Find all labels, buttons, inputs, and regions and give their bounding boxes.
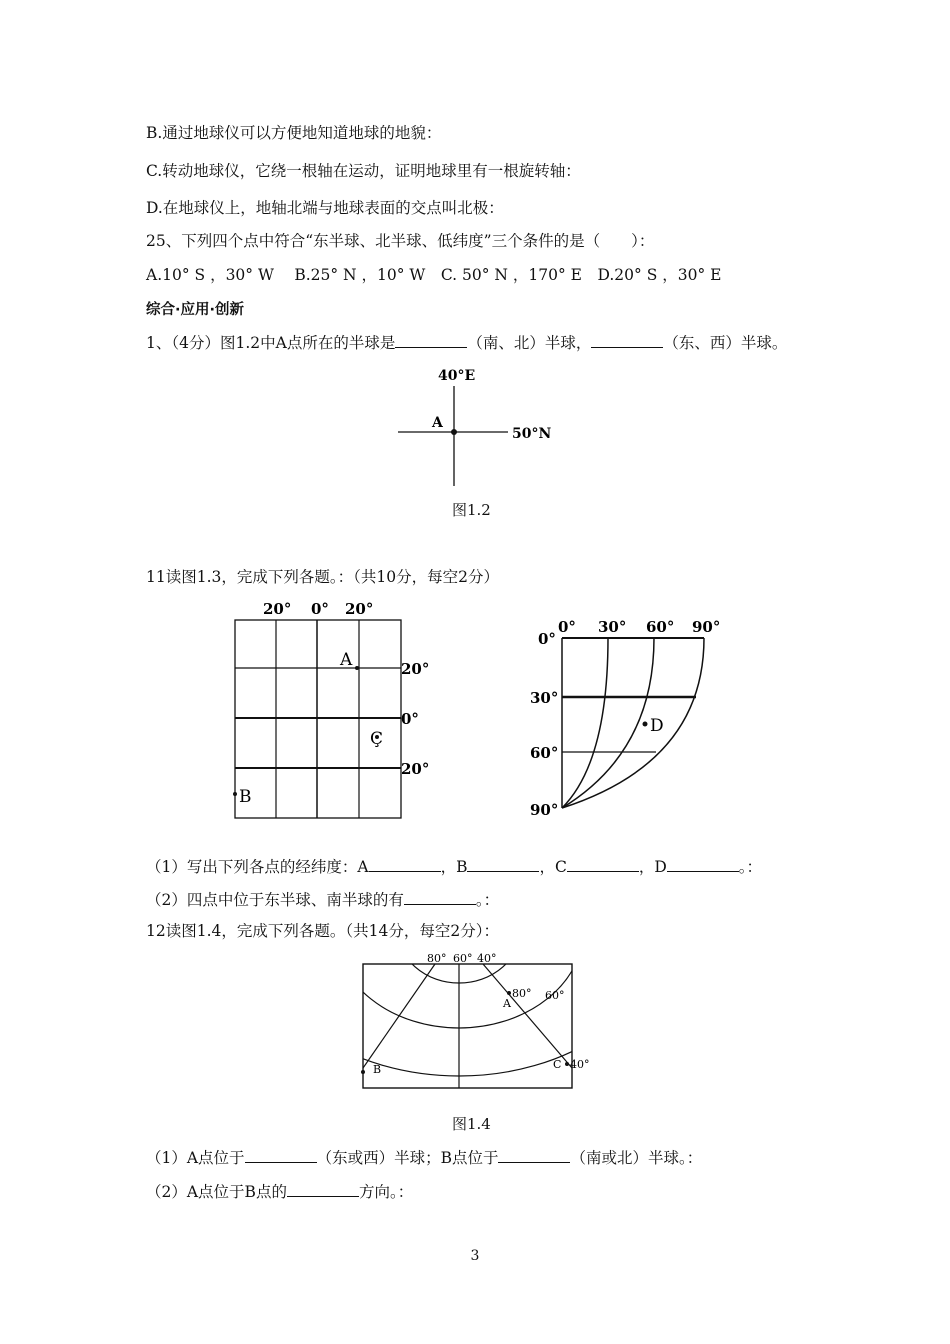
figure-1-4 — [355, 948, 590, 1093]
q12-sub2-b: 方向。： — [358, 1183, 414, 1201]
section-title: 综合·应用·创新 — [146, 302, 245, 318]
q12-sub1-b: （东或西）半球；B点位于 — [316, 1149, 499, 1167]
fig13b-left-label: 90° — [530, 801, 559, 819]
fig13a-top-label: 20° — [345, 600, 374, 618]
question-12-sub1 — [146, 1146, 702, 1169]
q11-sub1-e: 。： — [738, 858, 763, 876]
fig13a-right-label: 20° — [401, 660, 430, 678]
question-1-part1: 1、（4分）图1.2中A点所在的半球是 — [146, 334, 396, 352]
q12-sub1-c: （南或北）半球。： — [570, 1149, 703, 1167]
page-number: 3 — [470, 1248, 480, 1264]
fig14-top-label: 80° — [427, 952, 447, 965]
answer-blank — [404, 888, 476, 905]
fig13a-right-label: 0° — [401, 710, 419, 728]
fig13b-top-label: 60° — [646, 618, 675, 636]
fig13b-point-d: D — [650, 716, 664, 736]
fig13a-point-a: A — [340, 650, 353, 670]
fig13b-top-label: 30° — [598, 618, 627, 636]
q12-sub1-a: （1）A点位于 — [146, 1149, 245, 1167]
question-11-title: 11读图1.3，完成下列各题。：（共10分，每空2分） — [146, 568, 499, 586]
q12-sub2-a: （2）A点位于B点的 — [146, 1183, 287, 1201]
option-d-text: D.在地球仪上，地轴北端与地球表面的交点叫北极： — [146, 199, 504, 217]
fig13a-point-c: Ç — [370, 729, 384, 749]
fig12-point-a — [451, 429, 457, 435]
question-12-sub2 — [146, 1180, 413, 1203]
fig13b-top-label: 0° — [558, 618, 576, 636]
fig14-point-c: C — [553, 1058, 562, 1071]
fig13a-point-b: B — [239, 787, 252, 807]
fig13a-top-label: 0° — [311, 600, 329, 618]
fig14-top-label: 60° — [453, 952, 473, 965]
figure-1-2 — [390, 358, 570, 493]
fig12-point-label: A — [432, 415, 443, 431]
option-c-text: C.转动地球仪，它绕一根轴在运动，证明地球里有一根旋转轴： — [146, 162, 581, 180]
fig13b-top-label: 90° — [692, 618, 721, 636]
answer-blank — [591, 331, 663, 348]
q11-sub1-c: ，C — [539, 858, 567, 876]
question-12-title: 12读图1.4，完成下列各题。（共14分，每空2分）： — [146, 922, 499, 940]
q11-sub2-b: 。： — [475, 891, 500, 909]
answer-blank — [667, 855, 739, 872]
q11-sub2-a: （2）四点中位于东半球、南半球的有 — [146, 891, 404, 909]
answer-blank — [245, 1146, 317, 1163]
fig13a-right-label: 20° — [401, 760, 430, 778]
fig14-point-a: A — [503, 997, 511, 1010]
answer-blank — [567, 855, 639, 872]
fig14-point-b: B — [373, 1063, 382, 1076]
q11-sub1-d: ，D — [638, 858, 667, 876]
question-25-options: A.10° S ，30° W B.25° N ，10° W C. 50° N ，170° E D.20° S ，30° E — [146, 266, 722, 284]
question-25: 25、下列四个点中符合“东半球、北半球、低纬度”三个条件的是（ ）： — [146, 232, 655, 250]
q11-sub1-a: （1）写出下列各点的经纬度：A — [146, 858, 369, 876]
fig12-lat-label: 50°N — [512, 426, 552, 442]
fig13b-left-label: 0° — [538, 630, 556, 648]
answer-blank — [467, 855, 539, 872]
figure-1-3-grid — [225, 594, 440, 824]
question-1-part3: （东、西）半球。 — [663, 334, 788, 352]
question-11-sub1 — [146, 855, 762, 878]
answer-blank — [287, 1180, 359, 1197]
fig14-arc-label: 80° — [512, 987, 532, 1000]
answer-blank — [369, 855, 441, 872]
question-1-part2: （南、北）半球， — [467, 334, 592, 352]
answer-blank — [395, 331, 467, 348]
question-11-sub2 — [146, 888, 499, 911]
option-b-text: B.通过地球仪可以方便地知道地球的地貌： — [146, 124, 442, 142]
answer-blank — [498, 1146, 570, 1163]
fig13a-top-label: 20° — [263, 600, 292, 618]
figure-1-4-caption: 图1.4 — [452, 1115, 491, 1133]
fig14-top-label: 40° — [477, 952, 497, 965]
question-1 — [146, 331, 787, 354]
figure-1-2-caption: 图1.2 — [452, 501, 491, 519]
fig13b-left-label: 30° — [530, 689, 559, 707]
fig12-lon-label: 40°E — [438, 368, 476, 384]
fig13b-left-label: 60° — [530, 744, 559, 762]
fig14-arc-label: 60° — [545, 989, 565, 1002]
figure-1-3-polar — [528, 612, 738, 827]
q11-sub1-b: ，B — [440, 858, 468, 876]
fig14-arc-label: 40° — [570, 1058, 590, 1071]
